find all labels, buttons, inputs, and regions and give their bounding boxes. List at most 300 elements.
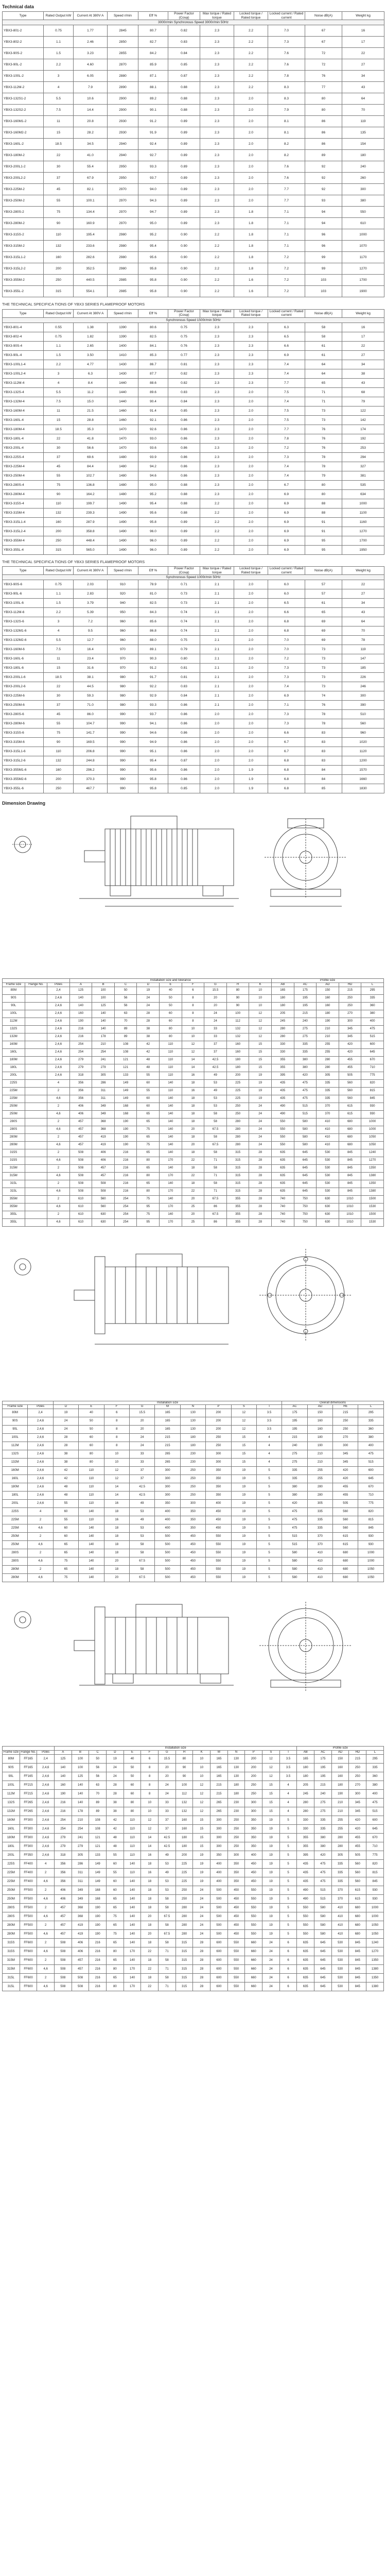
dim-cell: 5	[279, 1825, 297, 1834]
dim-cell: 24	[193, 1895, 210, 1904]
dim-row	[3, 1483, 384, 1492]
value-cell: 73	[305, 645, 342, 654]
value-cell: 0.87	[168, 756, 200, 766]
dim-row	[3, 1442, 384, 1450]
dim-cell: 210	[307, 1450, 332, 1459]
dim-cell: 8	[182, 994, 204, 1002]
dim-row	[3, 1516, 384, 1524]
dim-cell: 530	[317, 1149, 339, 1157]
dim-cell: 65	[137, 1110, 160, 1118]
value-cell: 73	[305, 673, 342, 682]
dim-cell: 225	[176, 1869, 193, 1877]
frame-cell: 315L	[3, 1982, 20, 1991]
dim-col-header: Frame size	[3, 1405, 28, 1409]
value-cell: 69	[305, 636, 342, 645]
value-cell: 2.2	[200, 263, 234, 275]
value-cell: 2.2	[234, 82, 268, 93]
dim-cell: 50	[79, 1426, 104, 1434]
dim-cell	[25, 1141, 47, 1149]
frame-cell: 132S	[3, 1025, 25, 1033]
value-cell: 38.1	[74, 673, 108, 682]
type-cell: YBX3-90S-4	[3, 341, 44, 350]
value-cell: 44.5	[74, 682, 108, 691]
dim-cell: 845	[339, 1172, 361, 1180]
value-cell: 1.8	[234, 252, 268, 263]
dim-cell: 355	[226, 1203, 249, 1211]
dim-cell: 410	[317, 1126, 339, 1133]
dim-cell: 490	[297, 1886, 314, 1895]
dim-cell: 140	[124, 1974, 141, 1982]
dim-cell: 550	[245, 1895, 262, 1904]
dim-cell: 60	[79, 1434, 104, 1442]
value-cell: 84.1	[138, 341, 168, 350]
dim-cell: 140	[160, 1118, 182, 1126]
dim-cell: 6	[104, 1409, 129, 1417]
value-cell: 89	[305, 150, 342, 161]
value-cell: 87.1	[138, 71, 168, 82]
dim-cell: 24	[249, 1126, 272, 1133]
value-cell: 82.7	[138, 37, 168, 48]
value-cell: 2970	[108, 184, 138, 195]
value-cell: 37	[44, 701, 74, 710]
dim-cell: 42.5	[204, 1056, 227, 1064]
dim-cell: 20	[204, 1002, 227, 1010]
dim-cell: 195	[314, 1764, 332, 1772]
dim-cell: FF500	[20, 1886, 37, 1895]
dim-cell: 2	[47, 1087, 70, 1095]
value-cell: 2.0	[234, 517, 268, 527]
dim-cell: 215	[210, 1781, 228, 1790]
dim-cell: 110	[124, 1842, 141, 1851]
value-cell: 2.1	[200, 636, 234, 645]
frame-cell: 160L	[3, 1475, 28, 1483]
dim-cell: 19	[231, 1516, 256, 1524]
value-cell: 93.7	[138, 710, 168, 719]
dim-cell: 275	[282, 1459, 307, 1467]
dim-cell: 190	[89, 1930, 107, 1939]
dim-cell: 216	[114, 1172, 137, 1180]
dim-cell: 4,6	[37, 1877, 55, 1886]
dim-cell: 580	[314, 1921, 332, 1930]
value-cell: 2.2	[200, 241, 234, 252]
table-row	[3, 275, 384, 286]
dim-cell: 20	[159, 1772, 176, 1781]
dim-cell: 395	[297, 1851, 314, 1860]
dim-cell: 160	[176, 1825, 193, 1834]
dim-cell: 65	[107, 1974, 124, 1982]
value-cell: 93.3	[138, 161, 168, 173]
dim-cell: 1350	[366, 1956, 384, 1965]
dim-col-header: E	[160, 982, 182, 987]
dim-cell: 845	[339, 1157, 361, 1164]
dim-cell: 360	[358, 1426, 384, 1434]
dim-cell: 368	[92, 1126, 115, 1133]
dim-cell: 140	[79, 1508, 104, 1516]
value-cell: 2985	[108, 286, 138, 297]
value-cell: 920	[108, 589, 138, 599]
value-cell: 7.3	[268, 719, 305, 728]
spec-table-header	[3, 12, 384, 20]
value-cell: 7.2	[268, 275, 305, 286]
dim-cell: 250	[206, 1442, 231, 1450]
dim-cell: 20	[104, 1574, 129, 1582]
table-row	[3, 350, 384, 360]
dim-cell: 815	[366, 1869, 384, 1877]
frame-cell: 80M	[3, 987, 25, 994]
type-cell: YBX3-200L-4	[3, 443, 44, 452]
dim-cell: 318	[55, 1851, 72, 1860]
value-cell: 2.0	[234, 682, 268, 691]
value-cell: 2985	[108, 275, 138, 286]
dim-cell: 275	[294, 1025, 317, 1033]
dim-cell: 400	[210, 1869, 228, 1877]
value-cell: 96	[305, 241, 342, 252]
dim-cell: 160	[307, 1417, 332, 1426]
dim-cell: 300	[210, 1834, 228, 1842]
dim-cell: 335	[307, 1516, 332, 1524]
dim-group-install: Installation size	[53, 1401, 282, 1405]
dim-cell: 48	[137, 1056, 160, 1064]
table-row	[3, 332, 384, 341]
dim-cell: 475	[358, 1450, 384, 1459]
dim-cell: 70	[114, 1018, 137, 1025]
dim-cell: 14	[141, 1842, 159, 1851]
dim-cell: 550	[245, 1904, 262, 1912]
dim-cell: 775	[366, 1851, 384, 1860]
dim-cell: 80	[107, 1982, 124, 1991]
dim-cell: 475	[366, 1799, 384, 1807]
dim-col-header: T	[256, 1405, 282, 1409]
value-cell: 0.74	[168, 617, 200, 626]
dim-cell: 300	[206, 1459, 231, 1467]
dim-cell: 24	[137, 994, 160, 1002]
dim-row	[3, 994, 384, 1002]
dim-cell: 508	[69, 1157, 92, 1164]
value-cell: 67	[305, 37, 342, 48]
dim-cell: 110	[160, 1072, 182, 1079]
value-cell: 2900	[108, 93, 138, 105]
dim-cell: 200	[206, 1417, 231, 1426]
dim-cell: 455	[333, 1483, 358, 1492]
dim-cell: 635	[271, 1180, 294, 1188]
dim-cell: 180	[227, 1781, 245, 1790]
dim-cell: 250	[339, 1002, 361, 1010]
dim-cell: 930	[358, 1533, 384, 1541]
value-cell: 6.6	[268, 341, 305, 350]
dim-cell: 28	[193, 1939, 210, 1947]
dim-cell: 2,4,6	[28, 1475, 53, 1483]
value-cell: 980	[108, 701, 138, 710]
value-cell: 57	[305, 589, 342, 599]
value-cell: 381	[342, 471, 384, 480]
dim-cell: 42	[107, 1816, 124, 1825]
value-cell: 0.86	[168, 728, 200, 738]
dim-cell: 89	[89, 1807, 107, 1816]
value-cell: 0.86	[168, 462, 200, 471]
dim-cell: 65	[53, 1541, 78, 1549]
value-cell: 7.2	[268, 654, 305, 664]
dim-cell: 19	[249, 1087, 272, 1095]
dim-cell: 38	[107, 1799, 124, 1807]
value-cell: 2.3	[200, 471, 234, 480]
value-cell: 2.0	[234, 673, 268, 682]
value-cell: 90.4	[138, 397, 168, 406]
dim-cell: 20	[182, 1141, 204, 1149]
dim-row	[3, 1825, 384, 1834]
value-cell: 0.82	[168, 25, 200, 37]
dim-cell: 490	[297, 1895, 314, 1904]
value-cell: 0.73	[168, 599, 200, 608]
dim-cell: 16	[182, 1087, 204, 1095]
dim-cell: 475	[314, 1860, 332, 1869]
frame-cell: 315L	[3, 1974, 20, 1982]
value-cell: 2.83	[74, 589, 108, 599]
dim-cell: 345	[349, 1807, 366, 1816]
dim-cell: 140	[124, 1904, 141, 1912]
dim-cell: 12	[104, 1467, 129, 1475]
dim-cell: 500	[210, 1921, 228, 1930]
value-cell: 87.7	[138, 369, 168, 378]
dim-cell: 280	[271, 1025, 294, 1033]
dim-cell: 500	[155, 1566, 180, 1574]
dim-cell: 645	[294, 1188, 317, 1195]
dim-cell: 345	[339, 1025, 361, 1033]
dim-cell: 286	[72, 1860, 89, 1869]
frame-cell: 160M	[3, 1816, 20, 1825]
dim-cell: 250	[245, 1790, 262, 1799]
type-cell: YBX3-90L-6	[3, 589, 44, 599]
value-cell: 2.3	[200, 82, 234, 93]
dim-cell: 50	[89, 1755, 107, 1764]
dim-cell	[25, 1195, 47, 1203]
dim-cell: 42.5	[204, 1064, 227, 1072]
value-cell: 2.0	[234, 617, 268, 626]
dim-cell: 530	[317, 1188, 339, 1195]
dim-cell: 4,6	[28, 1524, 53, 1533]
value-cell: 88.1	[138, 82, 168, 93]
value-cell: 35.3	[74, 425, 108, 434]
dim-cell: 775	[358, 1500, 384, 1508]
dim-cell: 100	[92, 994, 115, 1002]
dim-cell	[25, 1033, 47, 1041]
value-cell: 6.9	[268, 350, 305, 360]
value-cell: 1100	[342, 508, 384, 517]
dim-cell: 24	[262, 1947, 280, 1956]
dim-cell: 240	[282, 1442, 307, 1450]
value-cell: 164.2	[74, 489, 108, 499]
dim-cell: 60	[137, 1095, 160, 1103]
dim-cell: 216	[114, 1180, 137, 1188]
value-cell: 2.0	[234, 93, 268, 105]
value-cell: 71.0	[74, 701, 108, 710]
dim-cell: 400	[210, 1860, 228, 1869]
dim-cell: 3.5	[256, 1409, 282, 1417]
dim-cell: 270	[339, 1010, 361, 1018]
col-header: Eff %	[138, 309, 168, 317]
dim-cell: 300	[155, 1483, 180, 1492]
dim-cell: 65	[53, 1549, 78, 1557]
dim-cell: 615	[349, 1886, 366, 1895]
value-cell: 64	[342, 617, 384, 626]
value-cell: 0.83	[168, 682, 200, 691]
dim-cell: 12	[231, 1426, 256, 1434]
value-cell: 28.8	[74, 415, 108, 425]
dim-cell: 775	[361, 1072, 384, 1079]
value-cell: 1.8	[234, 218, 268, 229]
dim-cell: 550	[206, 1549, 231, 1557]
dim-cell: 110	[160, 1041, 182, 1048]
dim-cell: 315	[176, 1982, 193, 1991]
value-cell: 8.1	[268, 116, 305, 127]
dim-cell: 10	[193, 1772, 210, 1781]
frame-cell: 250M	[3, 1541, 28, 1549]
dim-cell: 335	[358, 1417, 384, 1426]
value-cell: 1.5	[44, 350, 74, 360]
value-cell: 0.86	[168, 747, 200, 756]
dim-cell: 56	[89, 1772, 107, 1781]
col-header: Weight kg	[342, 567, 384, 575]
value-cell: 73	[305, 415, 342, 425]
value-cell: 2.3	[234, 360, 268, 369]
dim-cell: 680	[349, 1930, 366, 1939]
dim-col-header: AD	[317, 982, 339, 987]
dim-cell: 250	[245, 1781, 262, 1790]
dim-cell: 67.5	[129, 1557, 154, 1566]
value-cell: 6.9	[268, 489, 305, 499]
dim-cell: 165	[155, 1426, 180, 1434]
dim-cell: 255	[317, 1048, 339, 1056]
dim-cell: 19	[231, 1492, 256, 1500]
dim-cell	[25, 1103, 47, 1110]
value-cell: 0.90	[168, 229, 200, 241]
value-cell: 7.6	[268, 161, 305, 173]
dim-cell: 610	[69, 1195, 92, 1203]
dim-row	[3, 1549, 384, 1557]
value-cell: 100.1	[74, 195, 108, 207]
value-cell: 8.1	[268, 127, 305, 139]
dim-cell: 160	[226, 1041, 249, 1048]
value-cell: 84	[305, 775, 342, 784]
value-cell: 2.2	[234, 71, 268, 82]
value-cell: 2.3	[200, 452, 234, 462]
dim-cell: 815	[358, 1516, 384, 1524]
dim-row	[3, 1126, 384, 1133]
dim-cell: 19	[262, 1930, 280, 1939]
dim-cell: 19	[262, 1895, 280, 1904]
dim-cell: 410	[307, 1557, 332, 1566]
dim-cell: 215	[314, 1781, 332, 1790]
value-cell: 1.82	[74, 332, 108, 341]
dim-cell: 4,6	[37, 1982, 55, 1991]
dim-cell: 450	[245, 1869, 262, 1877]
dim-cell: 2,4,6	[28, 1459, 53, 1467]
value-cell: 2.3	[200, 425, 234, 434]
dim-cell: 350	[227, 1877, 245, 1886]
value-cell: 2.0	[234, 636, 268, 645]
value-cell: 110	[44, 747, 74, 756]
dim-cell: 410	[307, 1574, 332, 1582]
value-cell: 1830	[342, 784, 384, 793]
dim-cell: 419	[92, 1133, 115, 1141]
col-header: Noise dB(A)	[305, 12, 342, 20]
dim-cell	[25, 1118, 47, 1126]
dim-cell: 140	[124, 1956, 141, 1965]
dim-cell: 90	[226, 994, 249, 1002]
value-cell: 83	[305, 738, 342, 747]
dim-row	[3, 1467, 384, 1475]
dim-cell: 505	[333, 1500, 358, 1508]
dim-cell: 12	[262, 1772, 280, 1781]
dim-cell: 48	[107, 1834, 124, 1842]
table-row	[3, 173, 384, 184]
type-cell: YBX3-315L2-4	[3, 527, 44, 536]
type-cell: YBX3-315L2-2	[3, 263, 44, 275]
dim-cell: 58	[204, 1149, 227, 1157]
dim-cell: 635	[271, 1157, 294, 1164]
dim-cell: 400	[366, 1790, 384, 1799]
dim-cell: 680	[333, 1557, 358, 1566]
dim-cell: 600	[210, 1956, 228, 1965]
dim-cell: 350	[180, 1524, 205, 1533]
col-header: Power Factor (Cosφ)	[168, 12, 200, 20]
col-header: Speed r/min	[108, 567, 138, 575]
value-cell: 2855	[108, 48, 138, 59]
value-cell: 1490	[108, 536, 138, 545]
spec-table-block-2	[2, 309, 384, 555]
value-cell: 2.65	[74, 341, 108, 350]
value-cell: 246	[342, 682, 384, 691]
value-cell: 34	[342, 71, 384, 82]
dim-cell: 560	[92, 1195, 115, 1203]
value-cell: 7.3	[268, 37, 305, 48]
value-cell: 990	[108, 738, 138, 747]
dim-cell: 8	[104, 1434, 129, 1442]
value-cell: 76	[305, 71, 342, 82]
dim-cell: FF300	[20, 1842, 37, 1851]
dim-cell: 335	[282, 1467, 307, 1475]
dim-row	[3, 987, 384, 994]
value-cell: 11	[44, 406, 74, 415]
value-cell: 1160	[342, 517, 384, 527]
type-cell: YBX3-132M1-6	[3, 626, 44, 636]
dim-cell: 28	[249, 1188, 272, 1195]
dim-cell: 4	[256, 1450, 282, 1459]
dim-cell: 2	[47, 1149, 70, 1157]
value-cell: 4.60	[74, 59, 108, 71]
dim-cell: 508	[72, 1974, 89, 1982]
type-cell: YBX3-355M2-6	[3, 775, 44, 784]
dim-row	[3, 1475, 384, 1483]
dim-cell: 160	[331, 1764, 349, 1772]
dim-cell: 315	[226, 1188, 249, 1195]
dim-cell: 132	[176, 1807, 193, 1816]
dim-cell: 580	[294, 1126, 317, 1133]
dim-cell: 12	[249, 1010, 272, 1018]
dim-cell: 210	[92, 1041, 115, 1048]
dim-cell: 615	[333, 1541, 358, 1549]
dim-cell	[25, 1180, 47, 1188]
value-cell: 95.6	[138, 252, 168, 263]
value-cell: 980	[108, 682, 138, 691]
dim-row	[3, 1541, 384, 1549]
value-cell: 103	[305, 286, 342, 297]
value-cell: 0.86	[168, 452, 200, 462]
value-cell: 6.9	[268, 517, 305, 527]
value-cell: 80	[305, 480, 342, 489]
frame-cell: 315M	[3, 1965, 20, 1974]
dim-cell: 71	[159, 1982, 176, 1991]
value-cell: 2.0	[234, 645, 268, 654]
